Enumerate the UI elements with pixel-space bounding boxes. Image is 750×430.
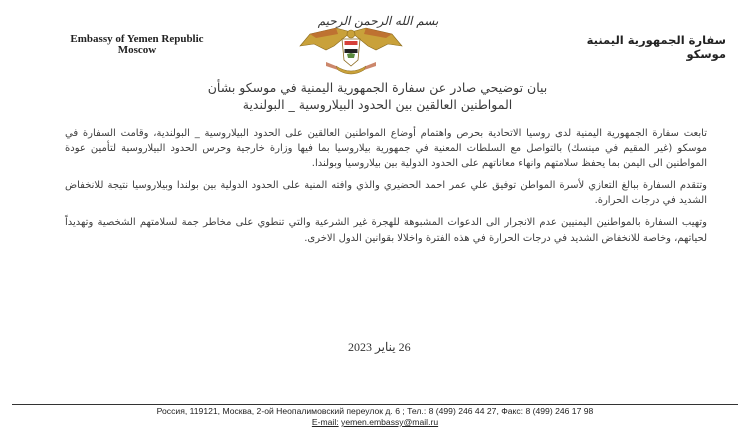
title-line-2: المواطنين العالقين بين الحدود البيلاروسية _ البولندية [242,97,513,112]
header-en-embassy: Embassy of Yemen Republic [70,33,204,45]
body-paragraph-3: وتهيب السفارة بالمواطنين اليمنيين عدم الانجرار الى الدعوات المشبوهة للهجرة غير الشرعية والتي تنطوي على مخاطر جمة لسلامتهم الشخصية وتهديداً لحياتهم، وخاصة للانخفاض الشديد في درجات الحرارة في هذه الفترة واخلالا بقوانين الدول الاخرى. [65,217,707,244]
footer-email-line [12,417,738,428]
footer-divider [12,404,738,405]
footer-address: Россия, 119121, Москва, 2-ой Неопалимовский переулок д. 6 ; Тел.: 8 (499) 246 44 27, Факс: 8 (499) 246 17 98 [156,406,594,416]
basmala: بسم الله الرحمن الرحيم [317,14,439,28]
title-line-1: بيان توضيحي صادر عن سفارة الجمهورية اليمنية في موسكو بشأن [207,80,548,95]
body-paragraph-2: وتتقدم السفارة ببالغ التعازي لأسرة المواطن توفيق علي عمر احمد الحضيري والذي وافته المنية على الحدود الدولية بين بولندا وبيلاروسيا نتيجة للانخفاض الشديد في درجات الحرارة. [65,180,707,207]
footer-email-label: E-mail: [311,417,339,427]
body-paragraph-1: تابعت سفارة الجمهورية اليمنية لدى روسيا الاتحادية بحرص واهتمام أوضاع المواطنين العالقين على الحدود البيلاروسية _ البولندية، وقامت السفارة في موسكو (غير المقيم في مينسك) بالتواصل مع السلطات المعنية في جمهورية بيلاروسيا بما فيها وزارة خارجية وحرس الحدود البيلاروسية لتأمين عودة المواطنين الى اليمن بما يحفظ سلامتهم وانهاء معاناتهم على الحدود الدولية بين بيلاروسيا وبولندا. [65,128,707,170]
yemen-eagle-emblem-icon [296,26,406,78]
statement-date: 26 يناير 2023 [348,340,411,354]
header-en-city: Moscow [117,44,157,56]
statement-body [65,126,707,253]
header-arabic [526,33,726,61]
header-ar-embassy: سفارة الجمهورية اليمنية [586,33,726,47]
footer-email-link[interactable]: yemen.embassy@mail.ru [341,417,439,427]
header-ar-city: موسكو [686,47,726,61]
statement-title [150,79,605,113]
header-english [22,34,252,56]
